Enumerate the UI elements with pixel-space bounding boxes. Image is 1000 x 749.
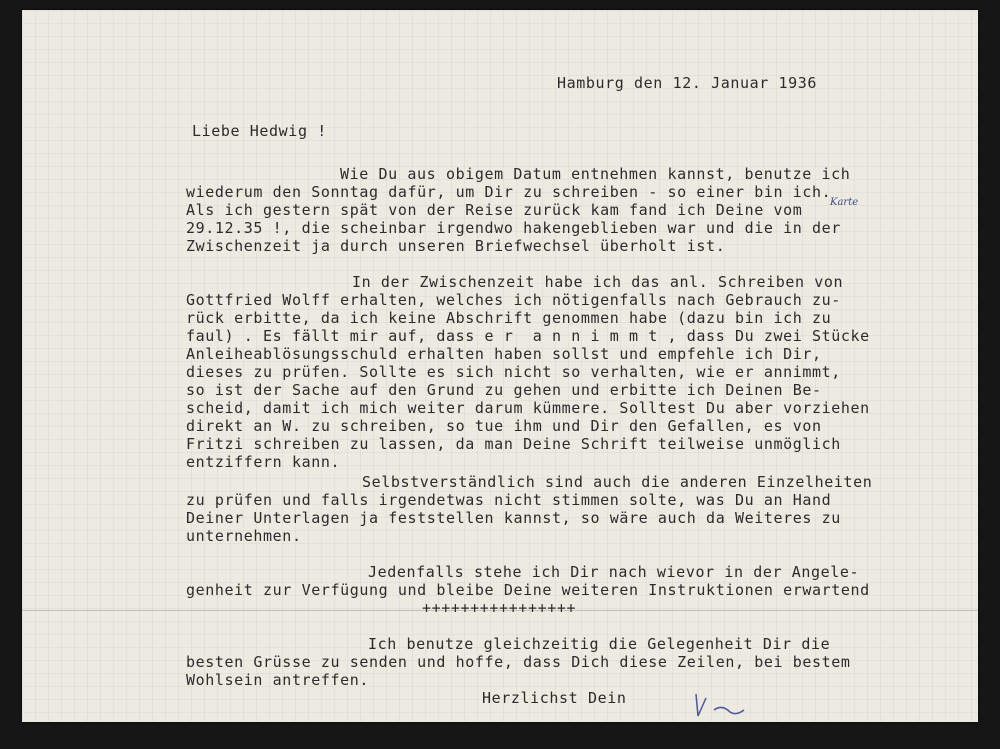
body-line: rück erbitte, da ich keine Abschrift genommen habe (dazu bin ich zu [186, 309, 832, 327]
signature-mark [692, 690, 752, 720]
body-line: Wie Du aus obigem Datum entnehmen kannst, benutze ich [340, 165, 851, 183]
body-line: faul) . Es fällt mir auf, dass e r a n n i m m t , dass Du zwei Stücke [186, 327, 870, 345]
body-line: In der Zwischenzeit habe ich das anl. Schreiben von [352, 273, 844, 291]
body-line: scheid, damit ich mich weiter darum kümmere. Solltest Du aber vorziehen [186, 399, 870, 417]
closing: Herzlichst Dein [482, 689, 627, 707]
body-line: Fritzi schreiben zu lassen, da man Deine Schrift teilweise unmöglich [186, 435, 841, 453]
handwritten-note: Karte [830, 197, 859, 208]
letter-paper [22, 10, 978, 722]
body-line: Ich benutze gleichzeitig die Gelegenheit Dir die [368, 635, 831, 653]
salutation: Liebe Hedwig ! [192, 122, 327, 140]
body-line: Anleiheablösungsschuld erhalten haben sollst und empfehle ich Dir, [186, 345, 822, 363]
body-line: Deiner Unterlagen ja feststellen kannst, so wäre auch da Weiteres zu [186, 509, 841, 527]
body-line: so ist der Sache auf den Grund zu gehen und erbitte ich Deinen Be- [186, 381, 822, 399]
body-line: entziffern kann. [186, 453, 341, 471]
body-line: wiederum den Sonntag dafür, um Dir zu schreiben - so einer bin ich. [186, 183, 832, 201]
body-line: direkt an W. zu schreiben, so tue ihm und Dir den Gefallen, es von [186, 417, 822, 435]
body-line: zu prüfen und falls irgendetwas nicht stimmen solte, was Du an Hand [186, 491, 832, 509]
body-line: Wohlsein antreffen. [186, 671, 369, 689]
body-line: Jedenfalls stehe ich Dir nach wievor in der Angele- [368, 563, 860, 581]
body-line: Zwischenzeit ja durch unseren Briefwechsel überholt ist. [186, 237, 726, 255]
body-line: Als ich gestern spät von der Reise zurück kam fand ich Deine vom [186, 201, 803, 219]
body-line: unternehmen. [186, 527, 302, 545]
body-line: Selbstverständlich sind auch die anderen Einzelheiten [362, 473, 873, 491]
separator-line: ++++++++++++++++ [422, 599, 577, 617]
body-line: Gottfried Wolff erhalten, welches ich nötigenfalls nach Gebrauch zu- [186, 291, 841, 309]
body-line: dieses zu prüfen. Sollte es sich nicht so verhalten, wie er annimmt, [186, 363, 841, 381]
dateline: Hamburg den 12. Januar 1936 [557, 74, 818, 92]
body-line: 29.12.35 !, die scheinbar irgendwo hakengeblieben war und die in der [186, 219, 841, 237]
body-line: genheit zur Verfügung und bleibe Deine weiteren Instruktionen erwartend [186, 581, 870, 599]
body-line: besten Grüsse zu senden und hoffe, dass Dich diese Zeilen, bei bestem [186, 653, 851, 671]
